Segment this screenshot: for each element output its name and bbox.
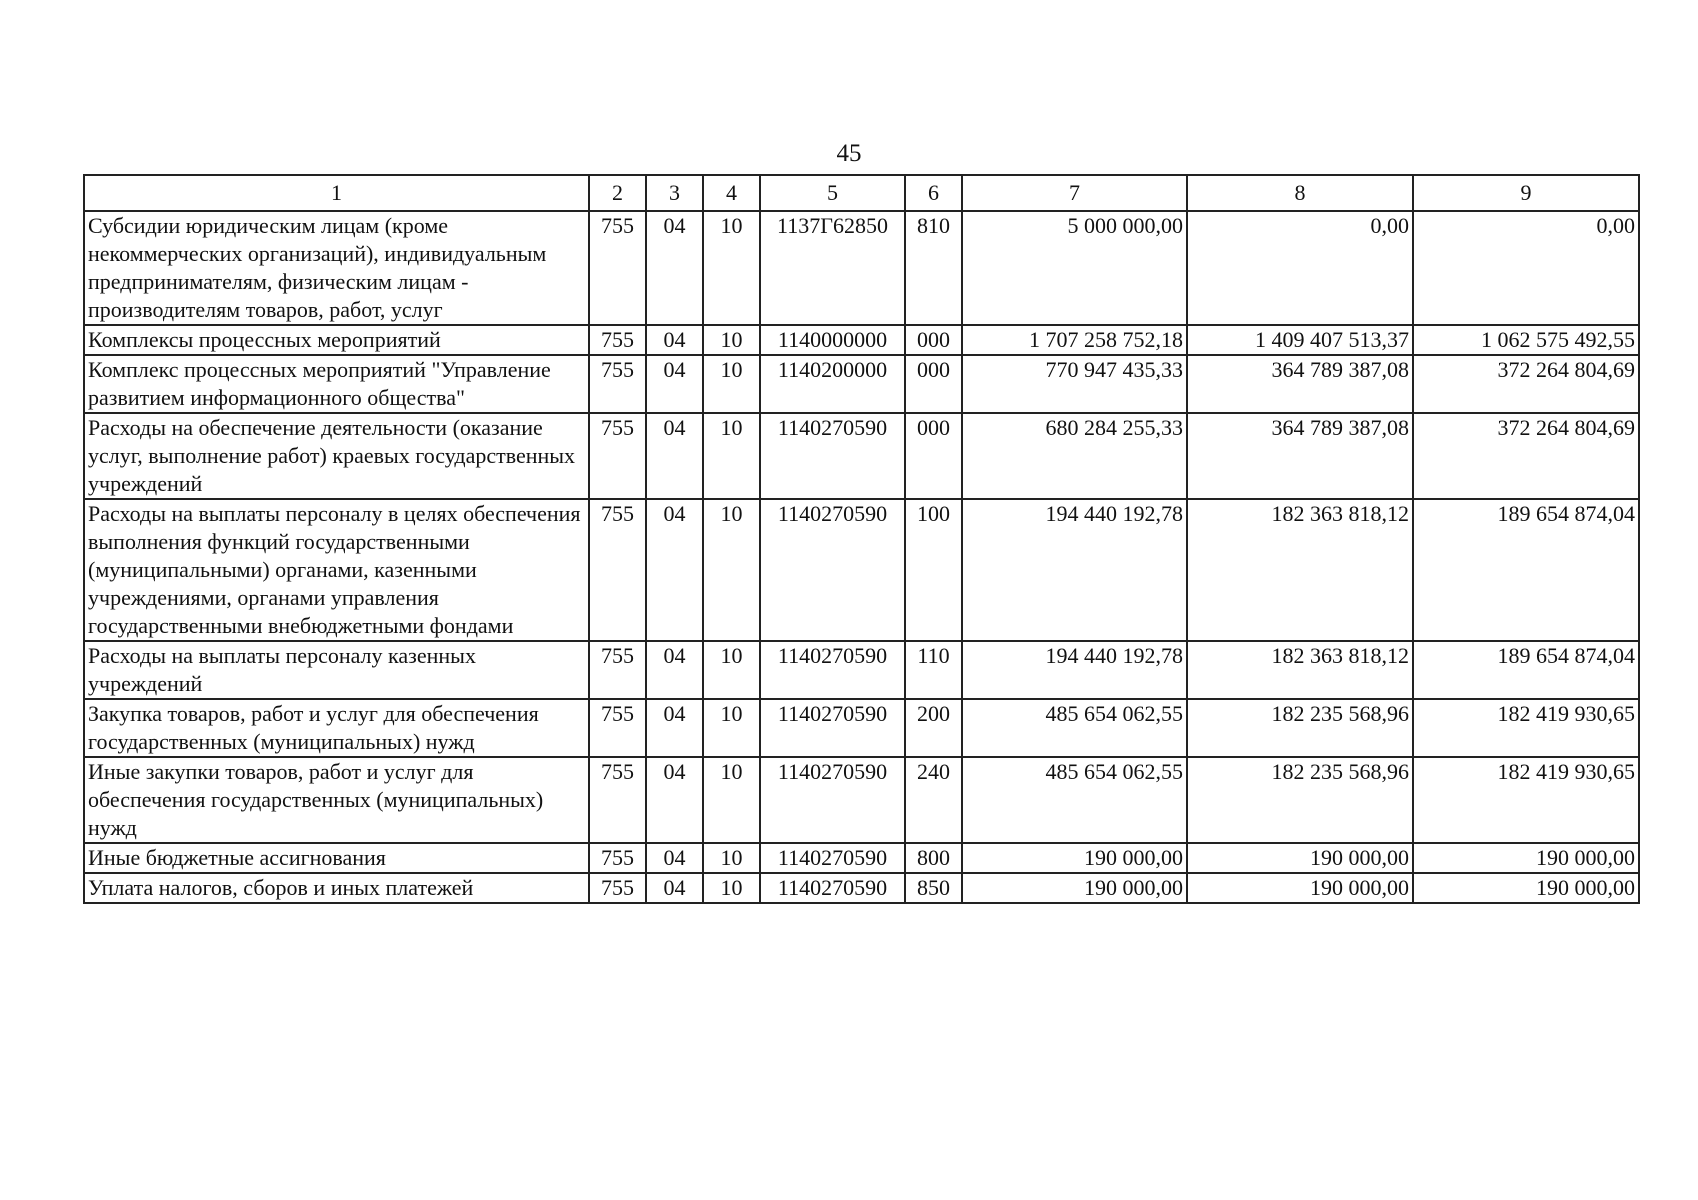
amount-col7: 190 000,00 <box>962 873 1187 903</box>
amount-col7: 680 284 255,33 <box>962 413 1187 499</box>
section-code: 04 <box>646 757 703 843</box>
target-article-code: 1140270590 <box>760 641 905 699</box>
section-code: 04 <box>646 873 703 903</box>
ministry-code: 755 <box>589 499 646 641</box>
ministry-code: 755 <box>589 843 646 873</box>
amount-col9: 182 419 930,65 <box>1413 699 1639 757</box>
amount-col8: 0,00 <box>1187 211 1413 325</box>
amount-col7: 190 000,00 <box>962 843 1187 873</box>
row-name: Иные закупки товаров, работ и услуг для обеспечения государственных (муниципальных) нужд <box>84 757 589 843</box>
ministry-code: 755 <box>589 355 646 413</box>
row-name: Субсидии юридическим лицам (кроме некоммерческих организаций), индивидуальным предпринимателям, физическим лицам - производителям товаров, работ, услуг <box>84 211 589 325</box>
ministry-code: 755 <box>589 641 646 699</box>
expense-type-code: 000 <box>905 413 962 499</box>
table-row <box>84 413 1639 499</box>
column-header: 5 <box>760 175 905 211</box>
subsection-code: 10 <box>703 757 760 843</box>
amount-col9: 372 264 804,69 <box>1413 413 1639 499</box>
target-article-code: 1140000000 <box>760 325 905 355</box>
row-name: Расходы на выплаты персоналу казенных учреждений <box>84 641 589 699</box>
section-code: 04 <box>646 699 703 757</box>
amount-col8: 182 363 818,12 <box>1187 641 1413 699</box>
amount-col8: 182 235 568,96 <box>1187 757 1413 843</box>
table-row <box>84 699 1639 757</box>
table-row <box>84 211 1639 325</box>
table-row <box>84 843 1639 873</box>
ministry-code: 755 <box>589 873 646 903</box>
amount-col9: 372 264 804,69 <box>1413 355 1639 413</box>
amount-col8: 190 000,00 <box>1187 843 1413 873</box>
ministry-code: 755 <box>589 211 646 325</box>
column-header: 3 <box>646 175 703 211</box>
amount-col8: 190 000,00 <box>1187 873 1413 903</box>
target-article-code: 1140270590 <box>760 699 905 757</box>
subsection-code: 10 <box>703 699 760 757</box>
table-row <box>84 499 1639 641</box>
expense-type-code: 200 <box>905 699 962 757</box>
expense-type-code: 110 <box>905 641 962 699</box>
expense-type-code: 240 <box>905 757 962 843</box>
section-code: 04 <box>646 641 703 699</box>
column-header: 4 <box>703 175 760 211</box>
column-header: 7 <box>962 175 1187 211</box>
row-name: Уплата налогов, сборов и иных платежей <box>84 873 589 903</box>
row-name: Закупка товаров, работ и услуг для обеспечения государственных (муниципальных) нужд <box>84 699 589 757</box>
column-header: 9 <box>1413 175 1639 211</box>
ministry-code: 755 <box>589 413 646 499</box>
target-article-code: 1140270590 <box>760 499 905 641</box>
subsection-code: 10 <box>703 413 760 499</box>
amount-col8: 182 235 568,96 <box>1187 699 1413 757</box>
ministry-code: 755 <box>589 699 646 757</box>
subsection-code: 10 <box>703 843 760 873</box>
amount-col7: 1 707 258 752,18 <box>962 325 1187 355</box>
ministry-code: 755 <box>589 325 646 355</box>
subsection-code: 10 <box>703 355 760 413</box>
target-article-code: 1140200000 <box>760 355 905 413</box>
subsection-code: 10 <box>703 641 760 699</box>
expense-type-code: 000 <box>905 355 962 413</box>
amount-col9: 1 062 575 492,55 <box>1413 325 1639 355</box>
target-article-code: 1140270590 <box>760 873 905 903</box>
amount-col8: 182 363 818,12 <box>1187 499 1413 641</box>
amount-col7: 485 654 062,55 <box>962 699 1187 757</box>
subsection-code: 10 <box>703 211 760 325</box>
budget-table <box>83 174 1640 904</box>
section-code: 04 <box>646 843 703 873</box>
subsection-code: 10 <box>703 499 760 641</box>
column-header: 6 <box>905 175 962 211</box>
amount-col7: 5 000 000,00 <box>962 211 1187 325</box>
expense-type-code: 000 <box>905 325 962 355</box>
expense-type-code: 810 <box>905 211 962 325</box>
row-name: Комплексы процессных мероприятий <box>84 325 589 355</box>
amount-col7: 770 947 435,33 <box>962 355 1187 413</box>
amount-col9: 190 000,00 <box>1413 873 1639 903</box>
expense-type-code: 850 <box>905 873 962 903</box>
amount-col9: 0,00 <box>1413 211 1639 325</box>
amount-col7: 485 654 062,55 <box>962 757 1187 843</box>
target-article-code: 1140270590 <box>760 843 905 873</box>
row-name: Расходы на выплаты персоналу в целях обеспечения выполнения функций государственными (муниципальными) органами, казенными учреждениями, органами управления государственными внебюджетными фондами <box>84 499 589 641</box>
target-article-code: 1140270590 <box>760 413 905 499</box>
amount-col8: 1 409 407 513,37 <box>1187 325 1413 355</box>
section-code: 04 <box>646 211 703 325</box>
amount-col9: 190 000,00 <box>1413 843 1639 873</box>
expense-type-code: 800 <box>905 843 962 873</box>
amount-col7: 194 440 192,78 <box>962 641 1187 699</box>
target-article-code: 1137Г62850 <box>760 211 905 325</box>
row-name: Расходы на обеспечение деятельности (оказание услуг, выполнение работ) краевых государственных учреждений <box>84 413 589 499</box>
table-row <box>84 873 1639 903</box>
row-name: Комплекс процессных мероприятий "Управление развитием информационного общества" <box>84 355 589 413</box>
section-code: 04 <box>646 325 703 355</box>
header-row <box>84 175 1639 211</box>
amount-col9: 189 654 874,04 <box>1413 641 1639 699</box>
section-code: 04 <box>646 499 703 641</box>
subsection-code: 10 <box>703 873 760 903</box>
amount-col9: 189 654 874,04 <box>1413 499 1639 641</box>
table-row <box>84 355 1639 413</box>
expense-type-code: 100 <box>905 499 962 641</box>
table-row <box>84 325 1639 355</box>
section-code: 04 <box>646 413 703 499</box>
column-header: 2 <box>589 175 646 211</box>
column-header: 1 <box>84 175 589 211</box>
amount-col9: 182 419 930,65 <box>1413 757 1639 843</box>
ministry-code: 755 <box>589 757 646 843</box>
row-name: Иные бюджетные ассигнования <box>84 843 589 873</box>
table-row <box>84 757 1639 843</box>
amount-col8: 364 789 387,08 <box>1187 355 1413 413</box>
column-header: 8 <box>1187 175 1413 211</box>
table-row <box>84 641 1639 699</box>
subsection-code: 10 <box>703 325 760 355</box>
section-code: 04 <box>646 355 703 413</box>
target-article-code: 1140270590 <box>760 757 905 843</box>
amount-col8: 364 789 387,08 <box>1187 413 1413 499</box>
page-number: 45 <box>836 140 862 167</box>
amount-col7: 194 440 192,78 <box>962 499 1187 641</box>
